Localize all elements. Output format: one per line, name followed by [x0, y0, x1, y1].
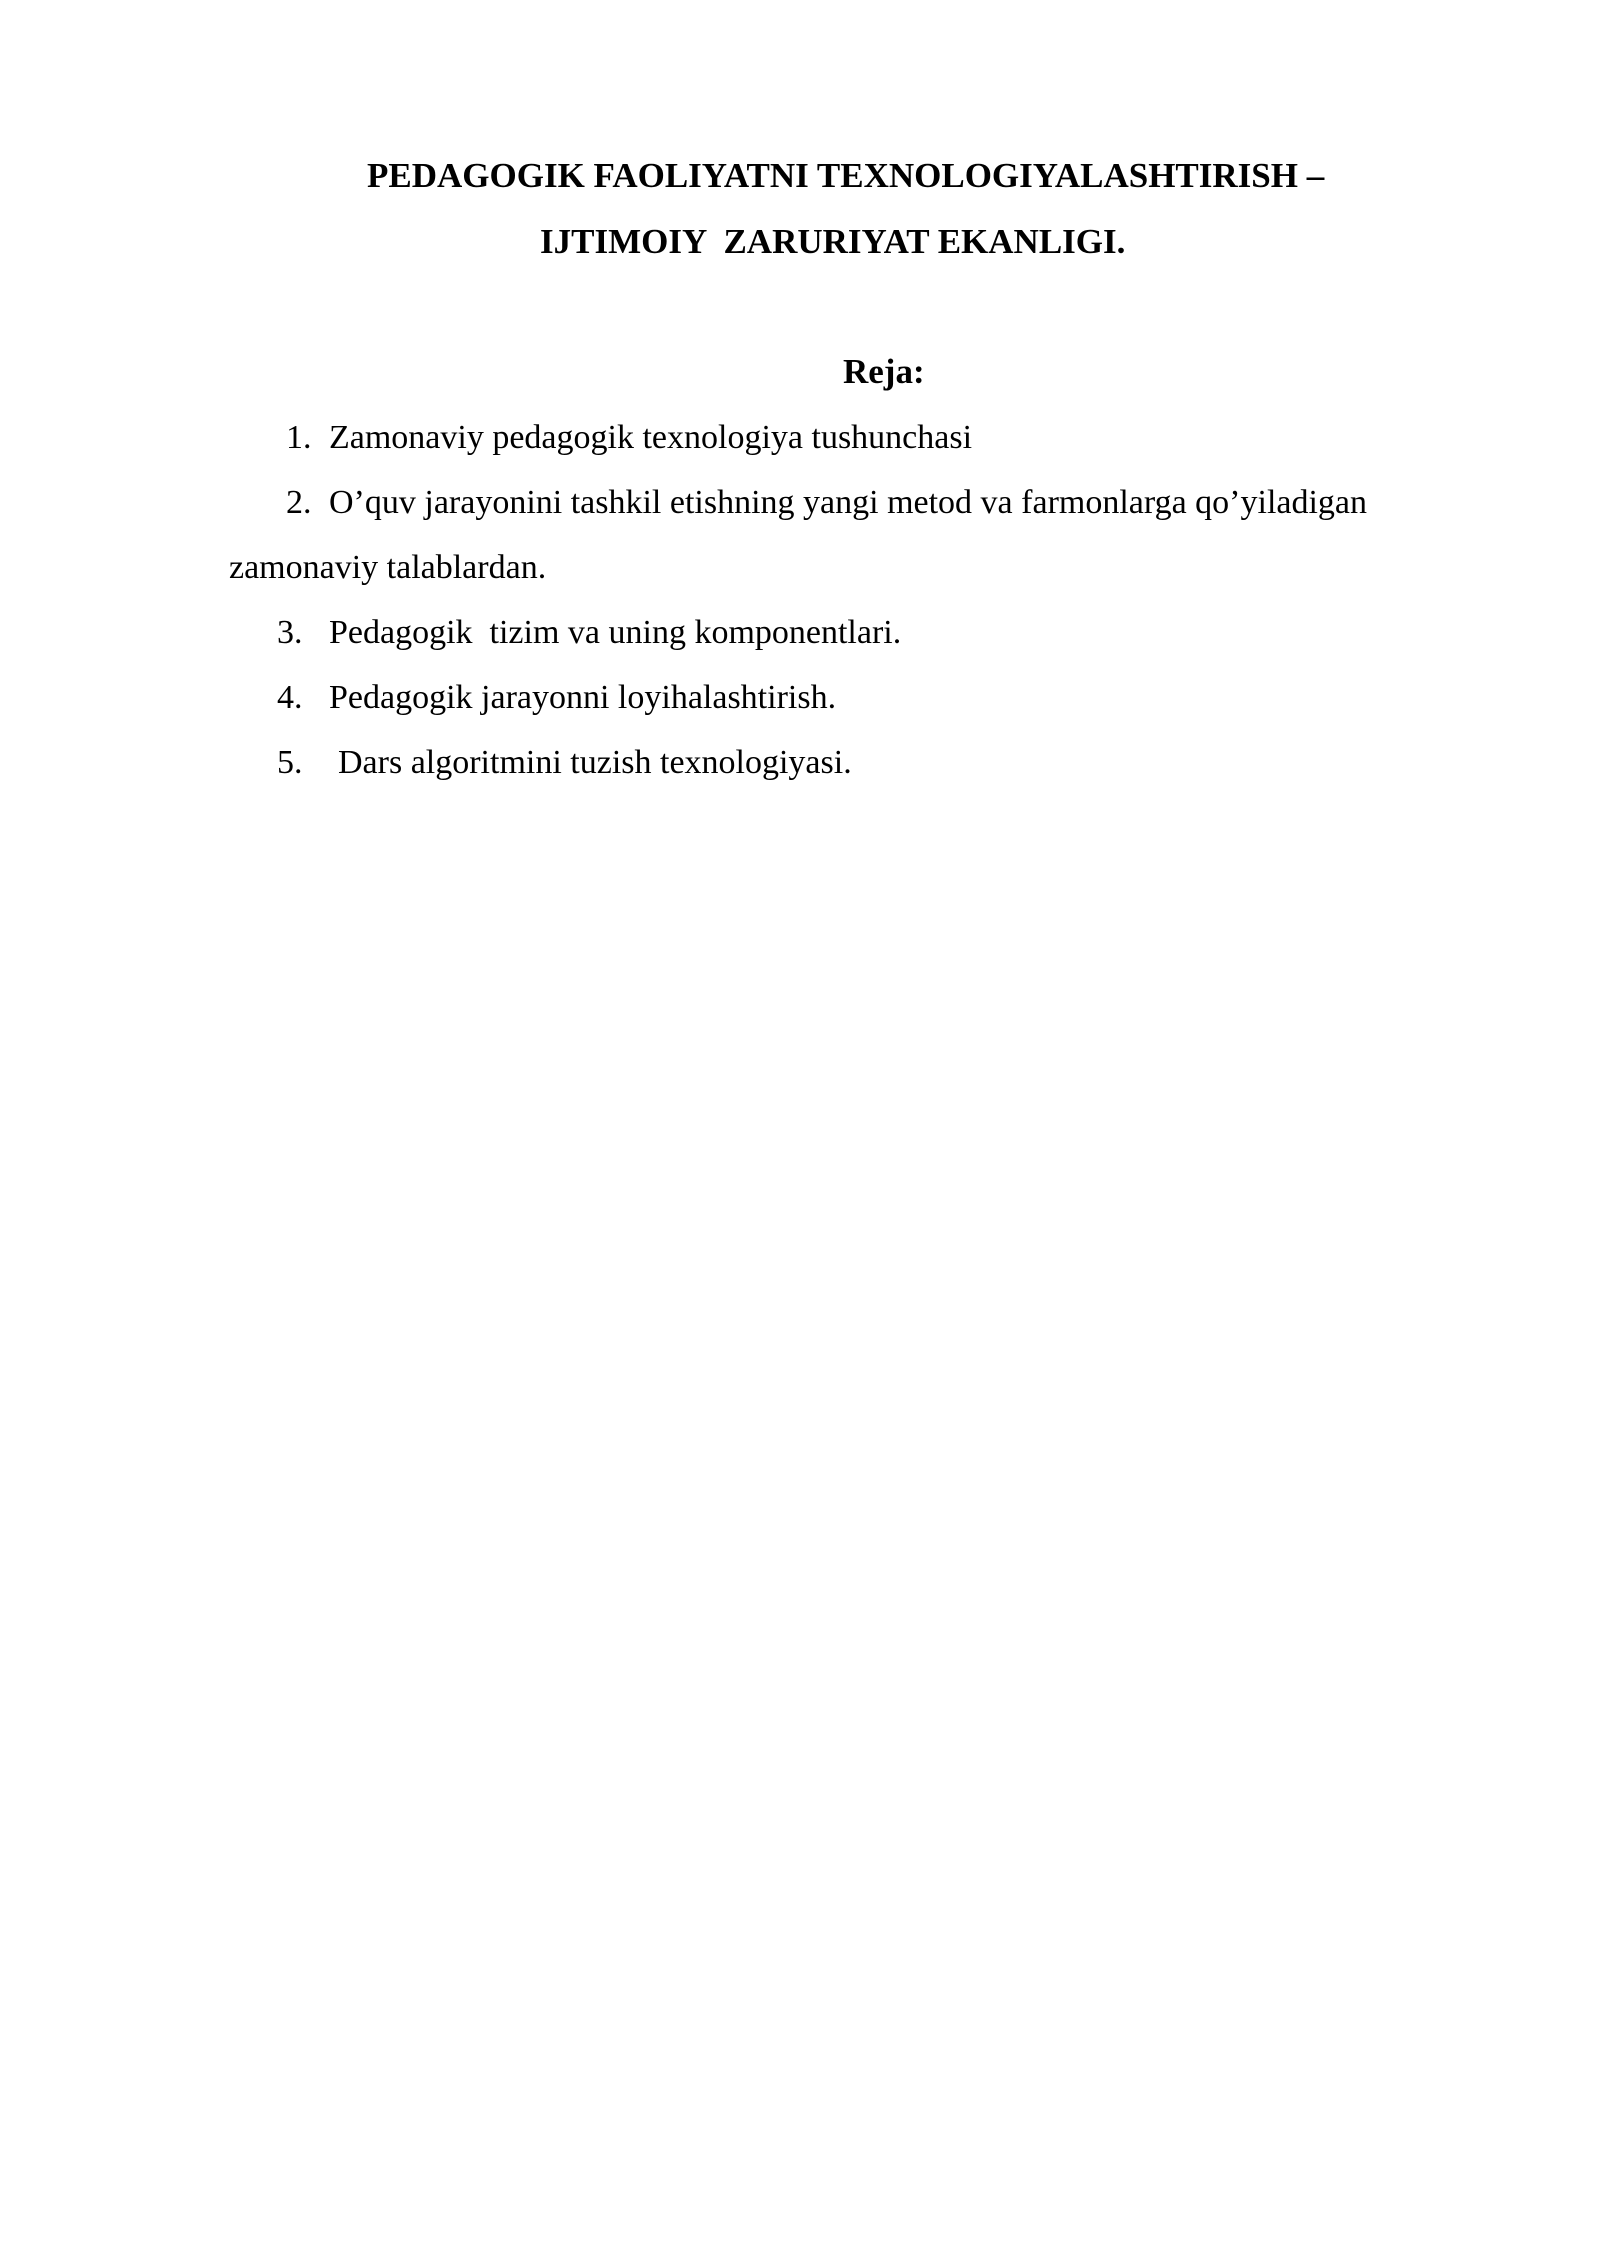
plan-heading: Reja: [843, 352, 925, 391]
list-item-number: 3. [277, 614, 303, 651]
list-item: Zamonaviy pedagogik texnologiya tushunchasi [329, 419, 973, 456]
list-item-number: 5. [277, 744, 303, 781]
list-item: Dars algoritmini tuzish texnologiyasi. [338, 744, 852, 781]
document-title-line-1: PEDAGOGIK FAOLIYATNI TEXNOLOGIYALASHTIRISH – [367, 156, 1325, 195]
list-item-number: 2. [286, 484, 312, 521]
document-title-line-2: IJTIMOIY ZARURIYAT EKANLIGI. [540, 222, 1126, 261]
list-item-continuation: zamonaviy talablardan. [229, 549, 547, 586]
list-item: O’quv jarayonini tashkil etishning yangi metod va farmonlarga qo’yiladigan [329, 484, 1368, 521]
list-item: Pedagogik tizim va uning komponentlari. [329, 614, 902, 651]
list-item-number: 1. [286, 419, 312, 456]
list-item: Pedagogik jarayonni loyihalashtirish. [329, 679, 837, 716]
list-item-number: 4. [277, 679, 303, 716]
